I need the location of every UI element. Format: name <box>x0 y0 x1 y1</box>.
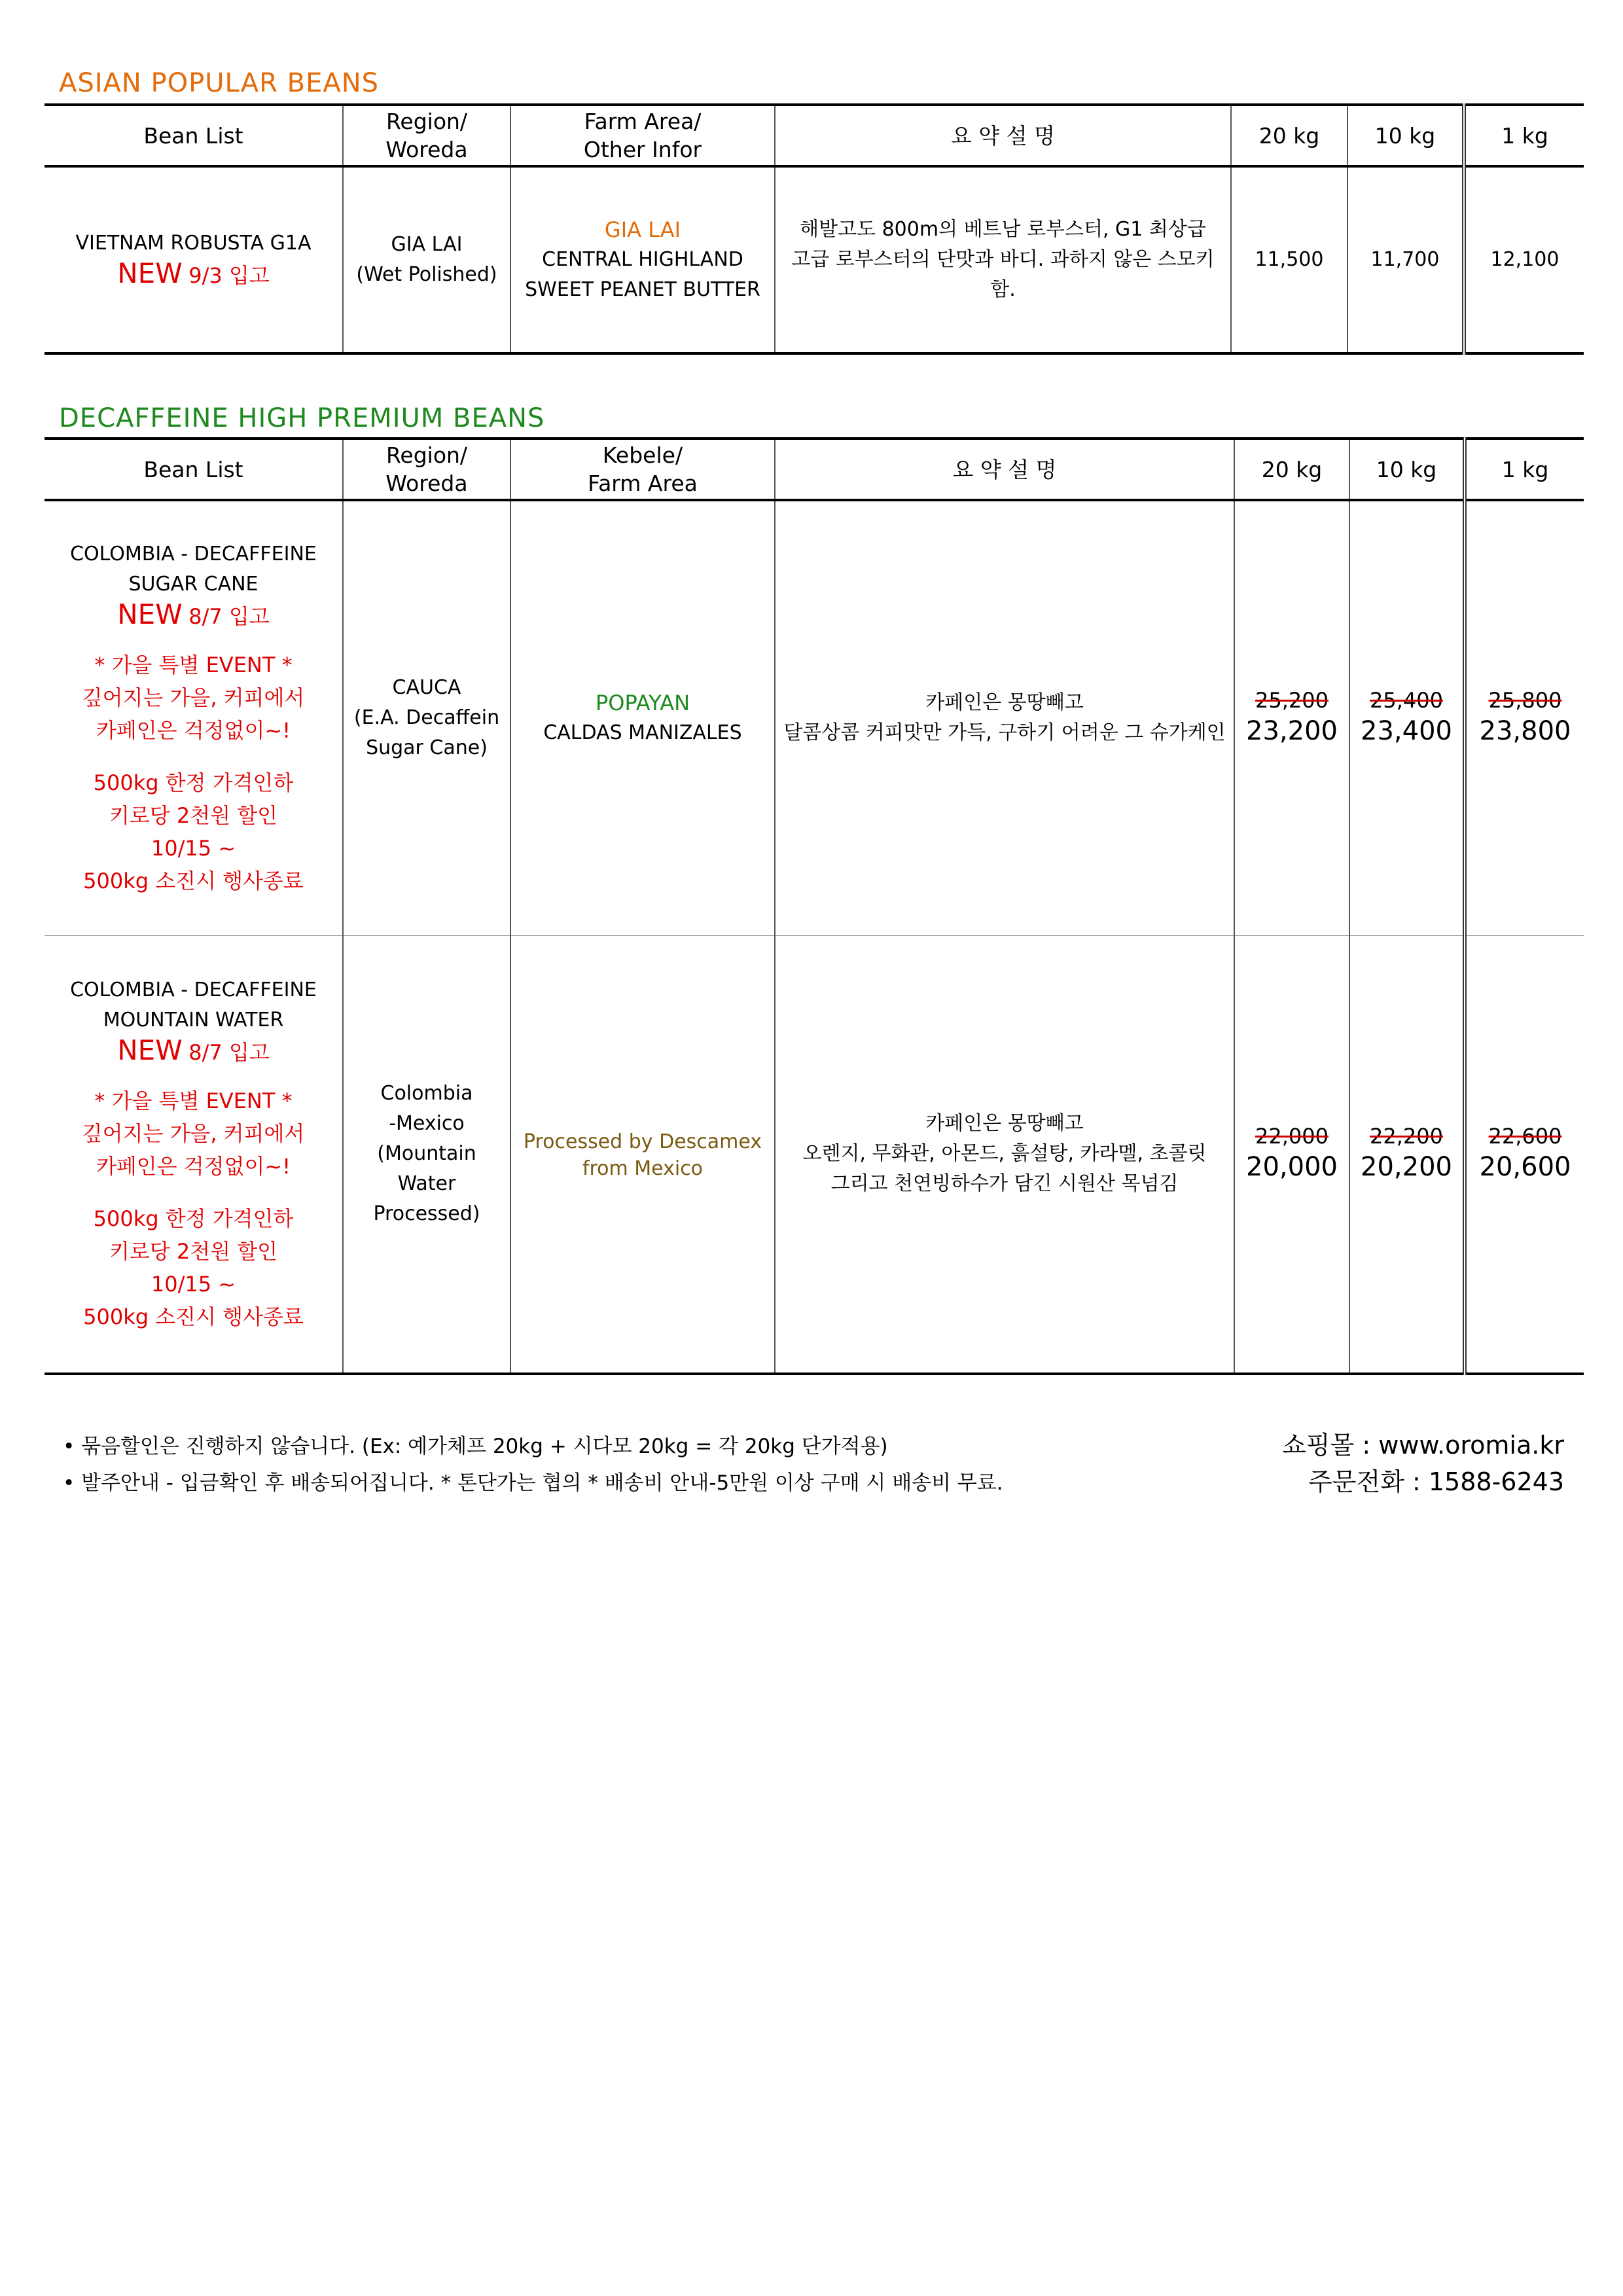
new-badge: NEW <box>117 257 183 289</box>
footer-notes <box>63 1428 1003 1501</box>
sale-price: 20,200 <box>1361 1152 1452 1183</box>
header-20kg: 20 kg <box>1234 439 1349 500</box>
new-badge: NEW <box>117 1033 183 1066</box>
price-20kg: 11,500 <box>1231 166 1347 353</box>
table-row <box>45 935 1584 1374</box>
price-20kg <box>1234 500 1349 935</box>
shop-url: 쇼핑몰 : www.oromia.kr <box>1282 1431 1564 1460</box>
event-notice: * 가을 특별 EVENT * 깊어지는 가을, 커피에서 카페인은 걱정없이~! 500kg 한정 가격인하 키로당 2천원 할인 10/15 ~ 500kg 소진시 행사종료 <box>82 1088 305 1329</box>
new-badge: NEW <box>117 598 183 630</box>
farm-cell: GIA LAI CENTRAL HIGHLAND SWEET PEANET BUTTER <box>510 166 775 353</box>
price-10kg <box>1349 500 1465 935</box>
header-kebele: Kebele/ Farm Area <box>510 439 775 500</box>
asian-price-table <box>45 103 1584 355</box>
footer-contact <box>1282 1427 1564 1500</box>
old-price: 22,000 <box>1255 1124 1329 1149</box>
price-1kg: 12,100 <box>1464 166 1584 353</box>
bean-name-cell: VIETNAM ROBUSTA G1A NEW 9/3 입고 <box>45 166 343 353</box>
price-10kg: 11,700 <box>1347 166 1464 353</box>
sale-price: 23,400 <box>1361 716 1452 747</box>
decaf-header-row <box>45 439 1584 500</box>
sale-price: 20,000 <box>1246 1152 1338 1183</box>
header-region: Region/ Woreda <box>343 439 510 500</box>
bean-name-cell: COLOMBIA - DECAFFEINE MOUNTAIN WATER NEW 8/7 입고 * 가을 특별 EVENT * 깊어지는 가을, 커피에서 카페인은 걱정없이~! 500kg 한정 가격인하 키로당 2천원 할인 10/15 ~ 500kg 소진시 행사종료 <box>45 935 343 1374</box>
header-20kg: 20 kg <box>1231 105 1347 166</box>
sale-price: 20,600 <box>1479 1152 1571 1183</box>
description-cell: 카페인은 몽땅빼고 달콤상콤 커피맛만 가득, 구하기 어려운 그 슈가케인 <box>775 500 1234 935</box>
header-region: Region/ Woreda <box>343 105 510 166</box>
table-row <box>45 166 1584 353</box>
header-10kg: 10 kg <box>1347 105 1464 166</box>
header-1kg: 1 kg <box>1464 105 1584 166</box>
sale-price: 23,800 <box>1479 716 1571 747</box>
old-price: 25,400 <box>1370 688 1443 713</box>
event-notice: * 가을 특별 EVENT * 깊어지는 가을, 커피에서 카페인은 걱정없이~! 500kg 한정 가격인하 키로당 2천원 할인 10/15 ~ 500kg 소진시 행사종료 <box>82 652 305 893</box>
header-description: 요 약 설 명 <box>775 439 1234 500</box>
region-cell: Colombia -Mexico (Mountain Water Processed) <box>343 935 510 1374</box>
order-phone: 주문전화 : 1588-6243 <box>1308 1467 1564 1496</box>
header-description: 요 약 설 명 <box>775 105 1231 166</box>
old-price: 25,800 <box>1488 688 1562 713</box>
header-bean-list: Bean List <box>45 105 343 166</box>
farm-cell: POPAYAN CALDAS MANIZALES <box>510 500 775 935</box>
sale-price: 23,200 <box>1246 716 1338 747</box>
asian-section-title: ASIAN POPULAR BEANS <box>59 68 380 98</box>
footer-note-discount: • 묶음할인은 진행하지 않습니다. (Ex: 예가체프 20kg + 시다모 20kg = 각 20kg 단가적용) <box>63 1435 888 1458</box>
farm-cell: Processed by Descamex from Mexico <box>510 935 775 1374</box>
old-price: 25,200 <box>1255 688 1329 713</box>
bean-name-cell: COLOMBIA - DECAFFEINE SUGAR CANE NEW 8/7 입고 * 가을 특별 EVENT * 깊어지는 가을, 커피에서 카페인은 걱정없이~! 500kg 한정 가격인하 키로당 2천원 할인 10/15 ~ 500kg 소진시 행사종료 <box>45 500 343 935</box>
region-cell: GIA LAI (Wet Polished) <box>343 166 510 353</box>
decaf-section-title: DECAFFEINE HIGH PREMIUM BEANS <box>59 403 545 433</box>
price-1kg <box>1465 935 1584 1374</box>
header-10kg: 10 kg <box>1349 439 1465 500</box>
description-cell: 해발고도 800m의 베트남 로부스터, G1 최상급 고급 로부스터의 단맛과 바디. 과하지 않은 스모키함. <box>775 166 1231 353</box>
table-row <box>45 500 1584 935</box>
price-10kg <box>1349 935 1465 1374</box>
old-price: 22,600 <box>1488 1124 1562 1149</box>
footer-note-shipping: • 발주안내 - 입금확인 후 배송되어집니다. * 톤단가는 협의 * 배송비 안내-5만원 이상 구매 시 배송비 무료. <box>63 1471 1003 1495</box>
region-cell: CAUCA (E.A. Decaffein Sugar Cane) <box>343 500 510 935</box>
price-20kg <box>1234 935 1349 1374</box>
header-bean-list: Bean List <box>45 439 343 500</box>
header-1kg: 1 kg <box>1465 439 1584 500</box>
header-farm-area: Farm Area/ Other Infor <box>510 105 775 166</box>
old-price: 22,200 <box>1370 1124 1443 1149</box>
price-1kg <box>1465 500 1584 935</box>
decaf-price-table <box>45 437 1584 1375</box>
asian-header-row <box>45 105 1584 166</box>
description-cell: 카페인은 몽땅빼고 오렌지, 무화관, 아몬드, 흙설탕, 카라멜, 초콜릿 그리고 천연빙하수가 담긴 시원산 목넘김 <box>775 935 1234 1374</box>
